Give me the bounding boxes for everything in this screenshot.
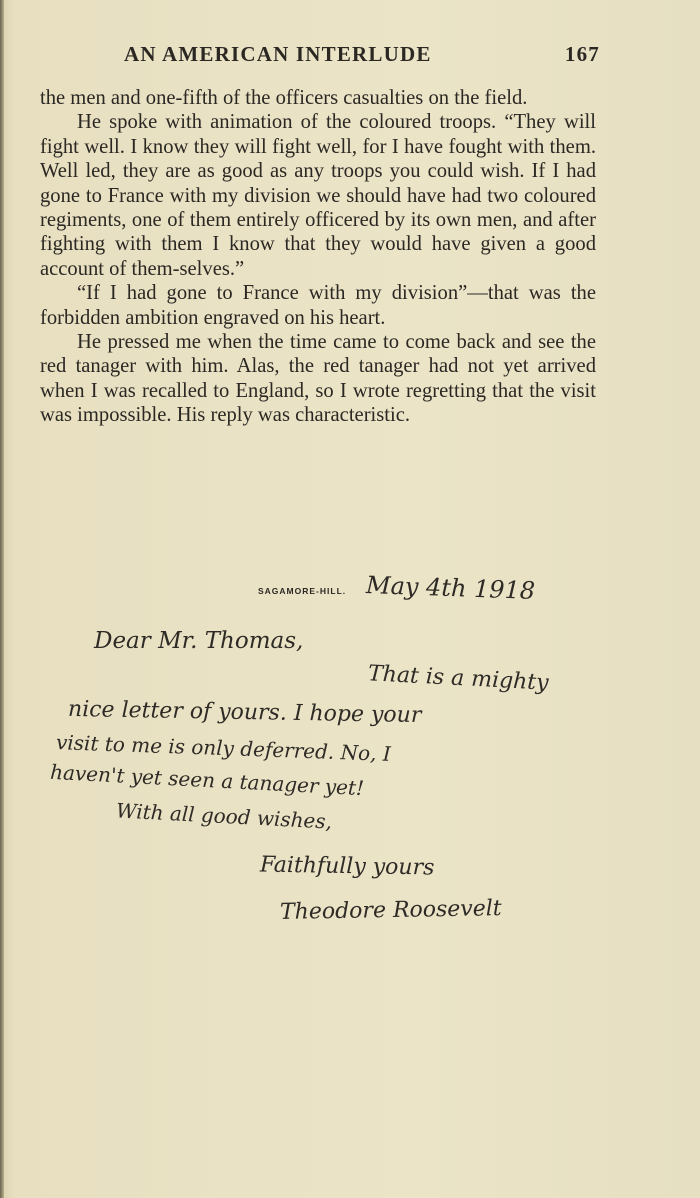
letter-line: nice letter of yours. I hope your <box>67 696 422 729</box>
page-number: 167 <box>564 42 600 66</box>
page-gutter <box>0 0 4 1198</box>
paragraph: “If I had gone to France with my division”—that was the forbidden ambition engraved on his heart. <box>40 282 596 329</box>
letter-line: visit to me is only deferred. No, I <box>55 730 392 766</box>
letter-line: haven't yet seen a tanager yet! <box>49 759 365 801</box>
letter-signature: Theodore Roosevelt <box>279 896 502 925</box>
letter-line: With all good wishes, <box>115 798 333 834</box>
letter-closing: Faithfully yours <box>259 852 435 881</box>
paragraph: the men and one-fifth of the officers casualties on the field. <box>40 87 528 109</box>
letter-line: That is a mighty <box>367 661 550 696</box>
paragraph: He spoke with animation of the coloured troops. “They will fight well. I know they will fight well, for I have fought with them. Well led, they are as good as any troops you could wish. If I had gone to France with my division we should have had two coloured regiments, one of them entirely officered by its own men, and after fighting with them I know that they would have given a good account of them-selves.” <box>40 111 596 280</box>
letterhead: SAGAMORE-HILL. <box>258 586 347 596</box>
paragraph: He pressed me when the time came to come back and see the red tanager with him. Alas, the red tanager had not yet arrived when I was recalled to England, so I wrote regretting that the visit was impossible. His reply was characteristic. <box>40 331 596 427</box>
body-text <box>40 86 596 428</box>
letter-salutation: Dear Mr. Thomas, <box>94 628 304 654</box>
handwritten-letter <box>40 572 640 952</box>
running-title: AN AMERICAN INTERLUDE <box>124 42 432 66</box>
letter-date: May 4th 1918 <box>365 571 536 605</box>
